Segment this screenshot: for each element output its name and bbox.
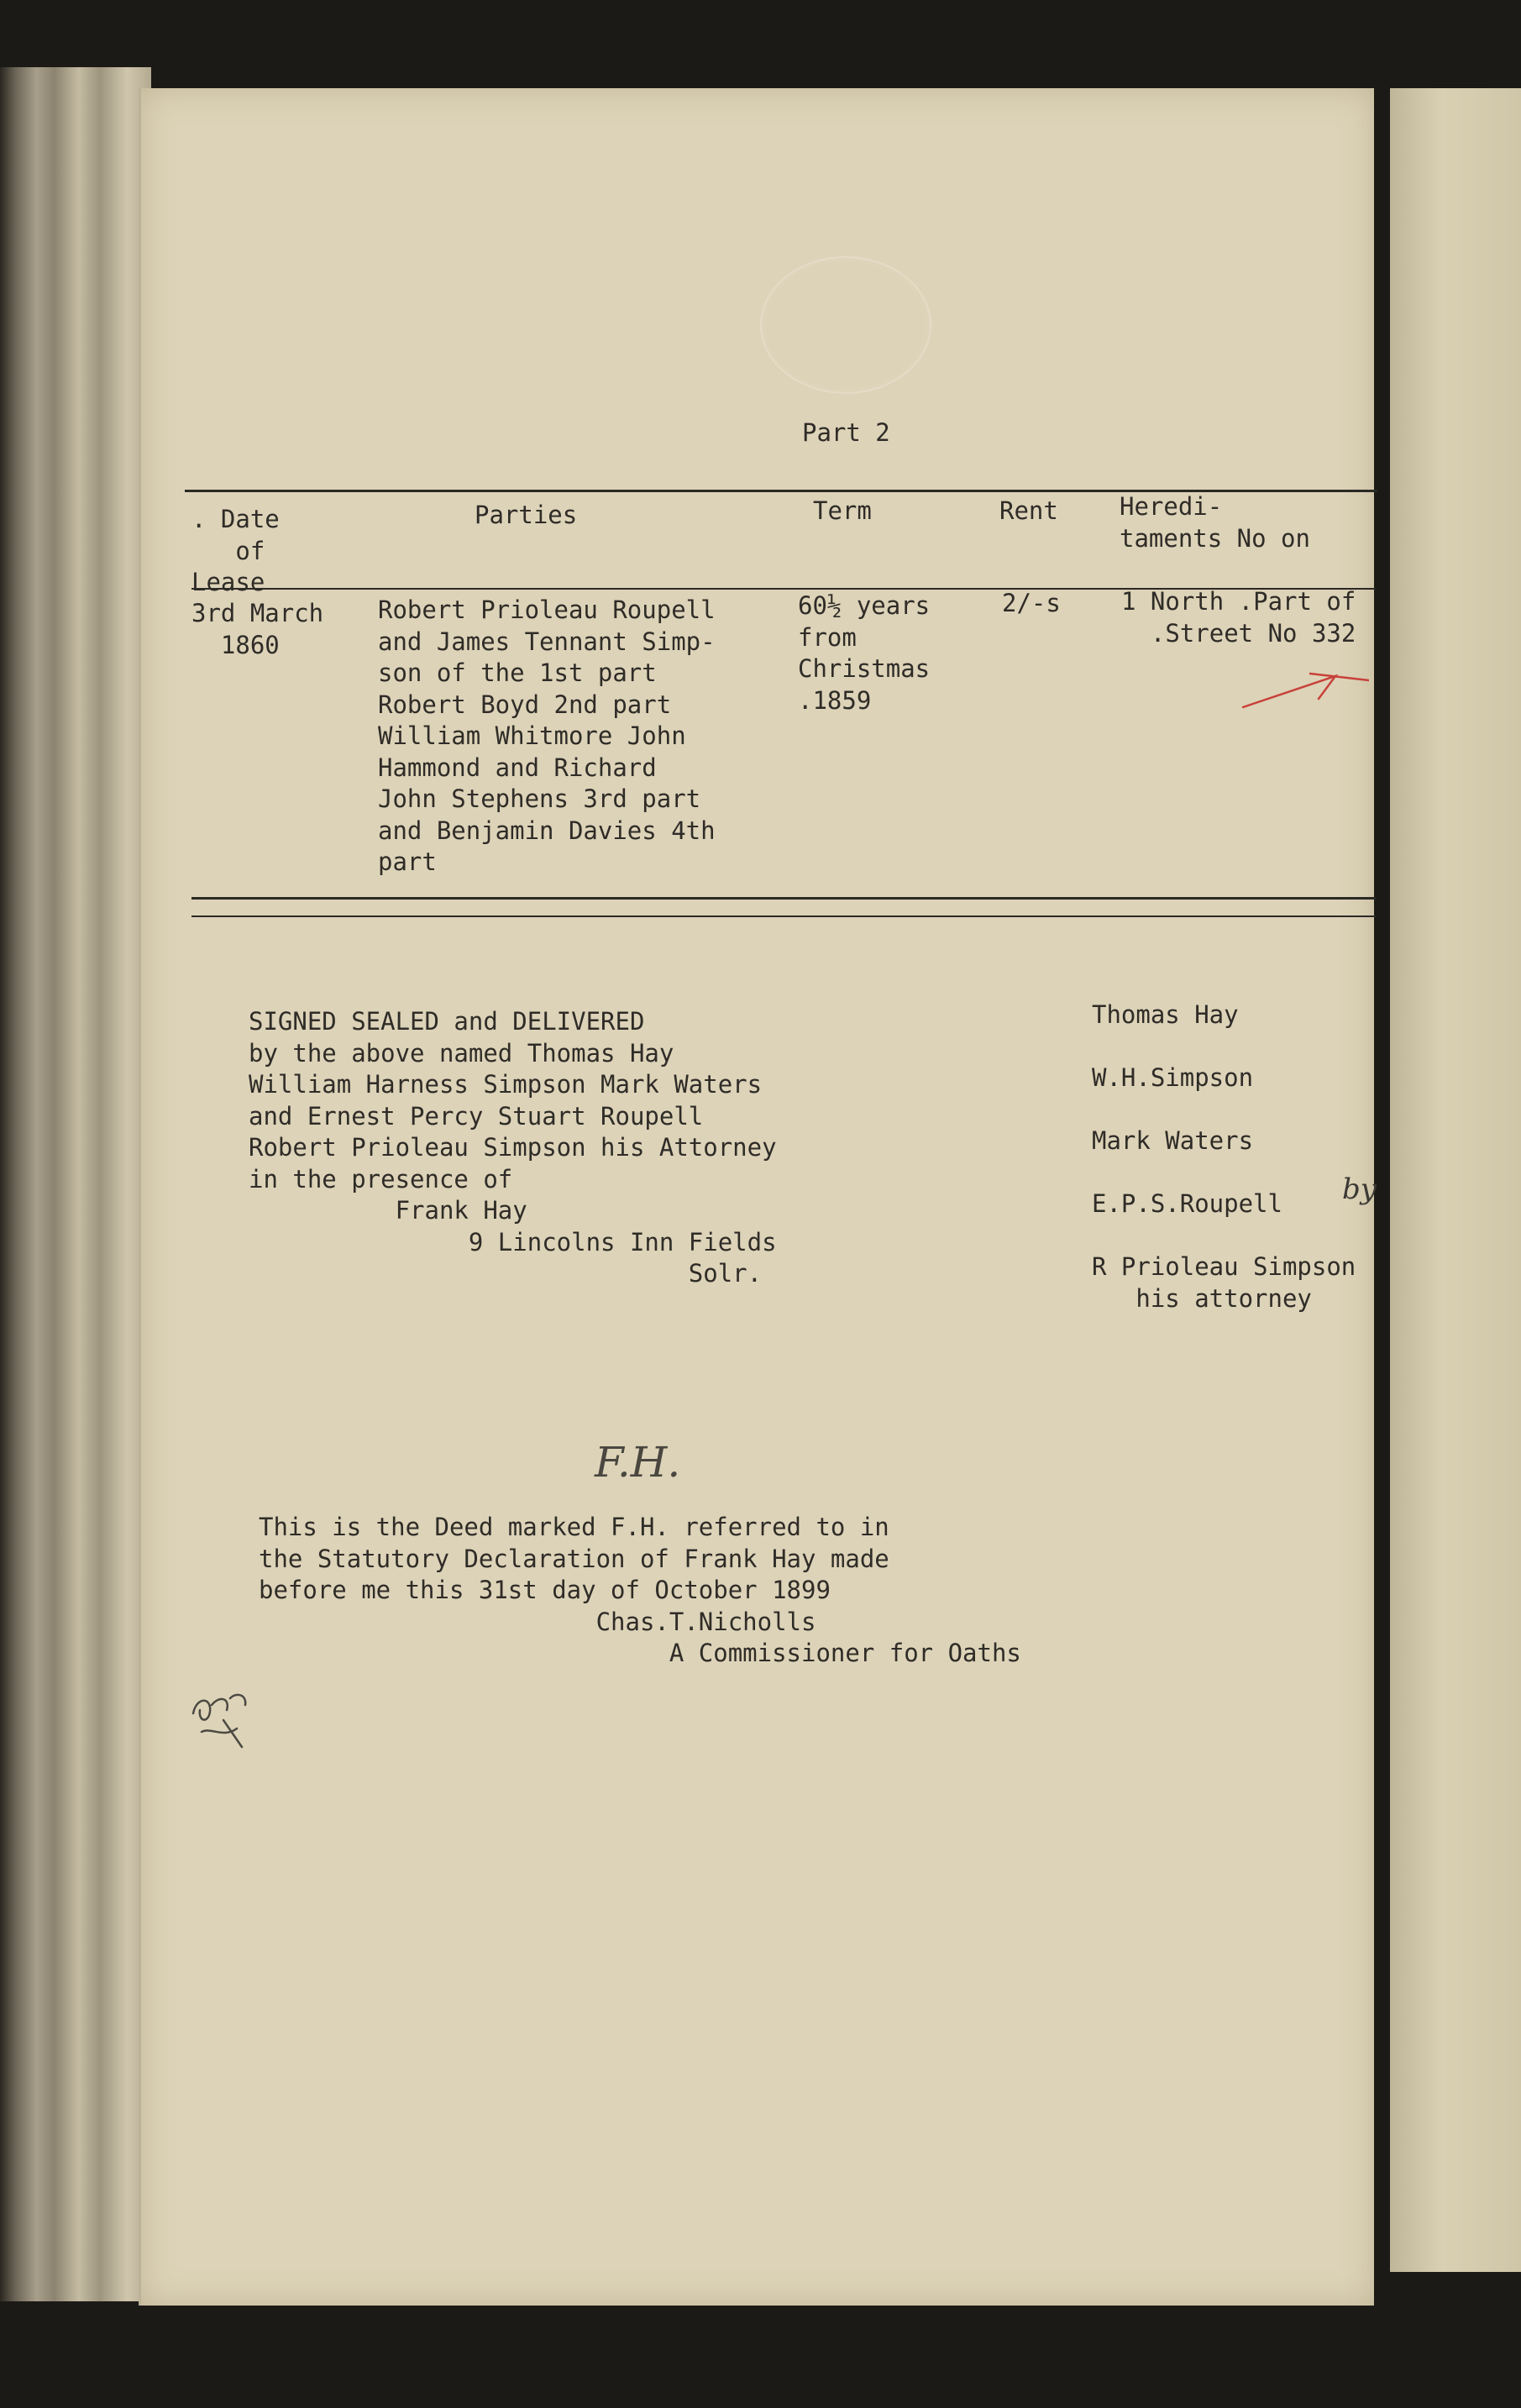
table-bottom-rule-1 [191, 897, 1376, 900]
handwritten-initials: F.H. [595, 1438, 681, 1487]
attestation-clause: SIGNED SEALED and DELIVERED by the above named Thomas Hay William Harness Simpson Mark Waters and Ernest Percy Stuart Roupell Robert Prioleau Simpson his Attorney in the presence of Frank Hay 9 Lincolns Inn Fields Solr. [249, 1007, 777, 1288]
signatory-attorney: R Prioleau Simpson his attorney [1092, 1252, 1356, 1313]
header-rent: Rent [999, 496, 1058, 525]
book-binding [0, 67, 151, 2301]
signatory-simpson: W.H.Simpson [1092, 1063, 1254, 1092]
signatory-waters: Mark Waters [1092, 1126, 1254, 1155]
table-bottom-rule-2 [191, 915, 1376, 917]
cell-hereditaments: 1 North .Part of .Street No 332 [1121, 587, 1356, 648]
part-title: Part 2 [802, 418, 890, 447]
clerk-pencil-mark [186, 1680, 262, 1755]
red-pencil-mark [1235, 655, 1369, 714]
header-date: . Date of Lease [191, 505, 280, 596]
signatory-thomas-hay: Thomas Hay [1092, 1000, 1239, 1029]
header-parties: Parties [475, 501, 578, 529]
header-hereditaments: Heredi- taments No on [1120, 492, 1310, 553]
embossed-seal [760, 256, 931, 394]
handwritten-by-note: by [1342, 1173, 1377, 1206]
header-term: Term [813, 496, 872, 525]
cell-date: 3rd March 1860 [191, 599, 324, 659]
signatory-roupell: E.P.S.Roupell [1092, 1189, 1282, 1218]
cell-rent: 2/-s [1002, 589, 1061, 617]
declaration-clause: This is the Deed marked F.H. referred to in the Statutory Declaration of Frank Hay made before me this 31st day of October 1899 Chas.T.Nicholls A Commissioner for Oaths [259, 1513, 1021, 1667]
cell-parties: Robert Prioleau Roupell and James Tennant Simp- son of the 1st part Robert Boyd 2nd part William Whitmore John Hammond and Richard John Stephens 3rd part and Benjamin Davies 4th part [378, 595, 716, 876]
adjacent-page-edge [1390, 88, 1521, 2272]
cell-term: 60½ years from Christmas .1859 [798, 591, 931, 715]
